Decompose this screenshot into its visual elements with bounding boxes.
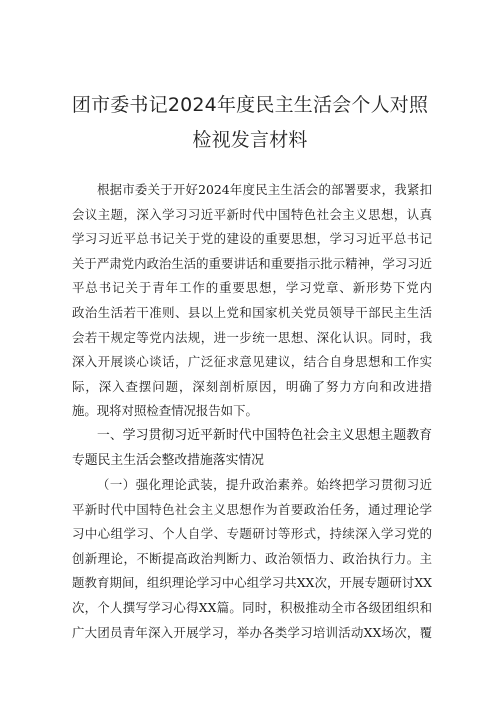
intro-paragraph: [72, 178, 432, 424]
document-title-line-1: 团市委书记2024年度民主生活会个人对照: [71, 94, 429, 116]
paragraph-line: 习中心组学习、个人自学、专题研讨等形式，持续深入学习党的: [72, 526, 432, 542]
section-heading-line: 专题民主生活会整改措施落实情况: [72, 452, 264, 468]
paragraph-line: 会议主题，深入学习习近平新时代中国特色社会主义思想，认真: [72, 206, 432, 222]
document-title-line-2: 检视发言材料: [192, 129, 308, 151]
section-1-paragraph: [72, 473, 432, 645]
paragraph-line: 创新理论，不断提高政治判断力、政治领悟力、政治执行力。主: [72, 550, 432, 566]
paragraph-line: 平新时代中国特色社会主义思想作为首要政治任务，通过理论学: [72, 501, 432, 517]
section-heading-line: 一、学习贯彻习近平新时代中国特色社会主义思想主题教育: [97, 428, 432, 443]
paragraph-line: 次，个人撰写学习心得XX篇。同时，积极推动全市各级团组织和: [72, 599, 432, 615]
paragraph-line: 际，深入查摆问题，深刻剖析原因，明确了努力方向和改进措: [72, 378, 432, 394]
paragraph-line: 平总书记关于青年工作的重要思想，学习党章、新形势下党内: [72, 280, 432, 296]
paragraph-line: 题教育期间，组织理论学习中心组学习共XX次，开展专题研讨XX: [72, 575, 432, 591]
paragraph-line: 施。现将对照检查情况报告如下。: [72, 403, 258, 419]
paragraph-line: 会若干规定等党内法规，进一步统一思想、深化认识。同时，我: [72, 329, 432, 345]
section-1-heading: [72, 424, 432, 473]
paragraph-line: 深入开展谈心谈话，广泛征求意见建议，结合自身思想和工作实: [72, 354, 432, 370]
paragraph-line: 政治生活若干准则、县以上党和国家机关党员领导干部民主生活: [72, 304, 432, 320]
paragraph-line: 广大团员青年深入开展学习，举办各类学习培训活动XX场次，覆: [72, 624, 432, 640]
paragraph-line: （一）强化理论武装，提升政治素养。始终把学习贯彻习近: [97, 477, 432, 492]
paragraph-line: 关于严肃党内政治生活的重要讲话和重要指示批示精神，学习习近: [72, 255, 432, 271]
paragraph-line: 学习习近平总书记关于党的建设的重要思想，学习习近平总书记: [72, 231, 432, 247]
paragraph-line: 根据市委关于开好2024年度民主生活会的部署要求，我紧扣: [97, 182, 432, 197]
